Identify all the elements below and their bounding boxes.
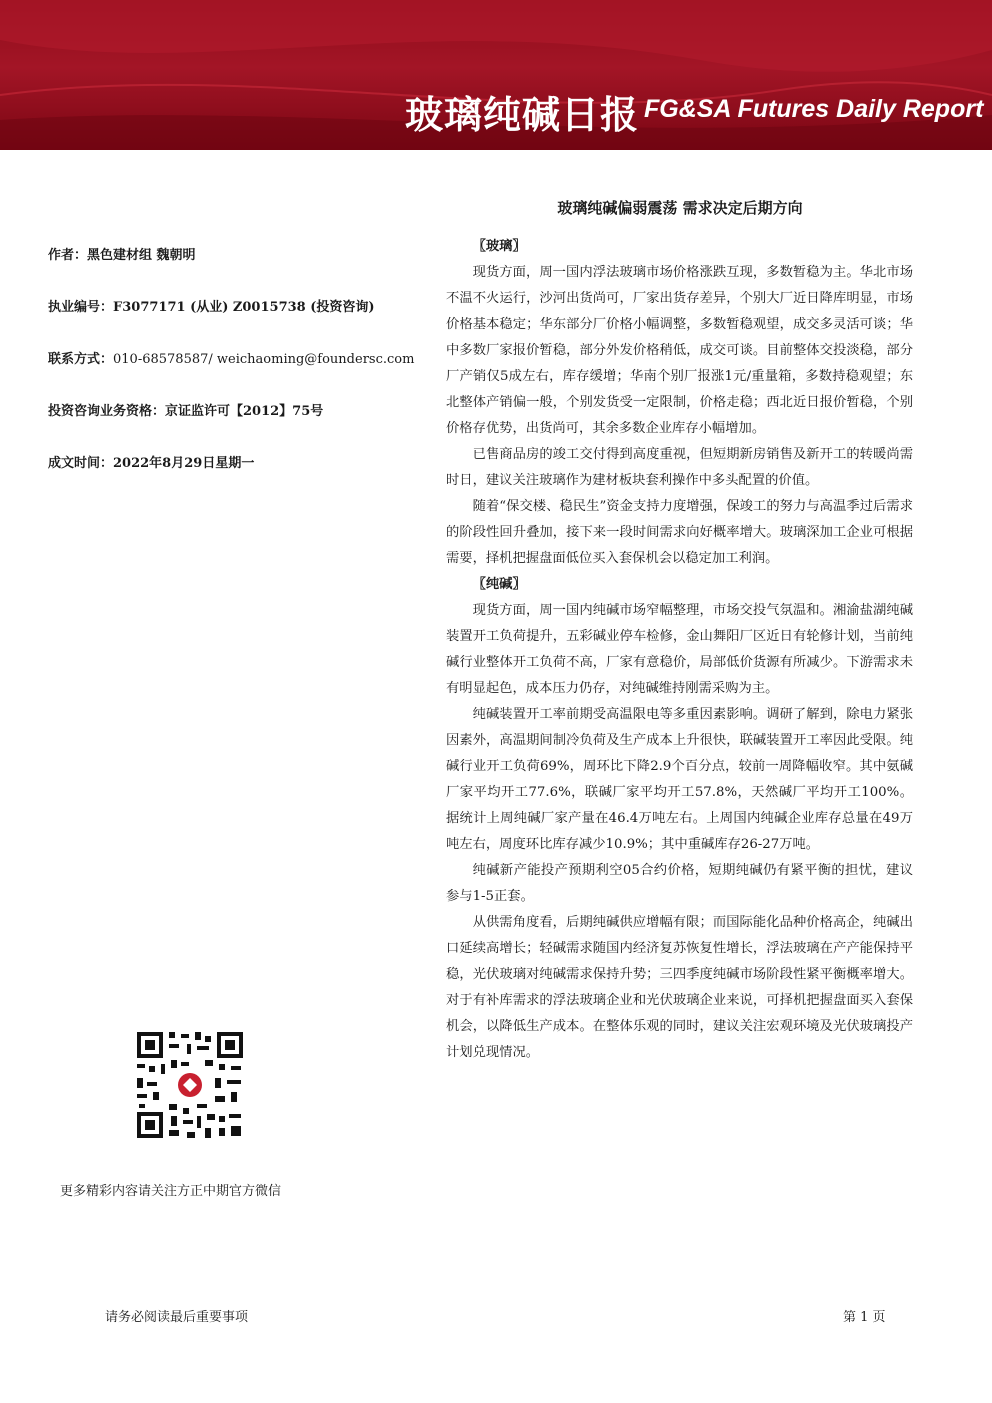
qr-code-image [135,1030,245,1140]
qualification-info: 投资咨询业务资格：京证监许可【2012】75号 [48,404,324,419]
report-title-cn: 玻璃纯碱日报 [405,93,640,137]
contact-label: 联系方式： [48,352,114,367]
qr-caption: 更多精彩内容请关注方正中期官方微信 [60,1184,282,1199]
contact-info [48,348,414,367]
author-info: 作者：黑色建材组 魏朝明 [48,248,196,263]
paragraph: 现货方面，周一国内纯碱市场窄幅整理，市场交投气氛温和。湘渝盐湖纯碱装置开工负荷提升，五彩碱业停车检修，金山舞阳厂区近日有轮修计划，当前纯碱行业整体开工负荷不高，厂家有意稳价，局部低价货源有所减少。下游需求未有明显起色，成本压力仍存，对纯碱维持刚需采购为主。 [446,603,913,696]
paragraph: 已售商品房的竣工交付得到高度重视，但短期新房销售及新开工的转暖尚需时日，建议关注玻璃作为建材板块套利操作中多头配置的价值。 [446,447,913,488]
contact-value: 010-68578587/ weichaoming@foundersc.com [113,352,415,367]
paragraph: 从供需角度看，后期纯碱供应增幅有限；而国际能化品种价格高企，纯碱出口延续高增长；轻碱需求随国内经济复苏恢复性增长，浮法玻璃在产产能保持平稳，光伏玻璃对纯碱需求保持升势；三四季度纯碱市场阶段性紧平衡概率增大。对于有补库需求的浮法玻璃企业和光伏玻璃企业来说，可择机把握盘面买入套保机会，以降低生产成本。在整体乐观的同时，建议关注宏观环境及光伏玻璃投产计划兑现情况。 [446,915,913,1060]
paragraph: 纯碱新产能投产预期利空05合约价格，短期纯碱仍有紧平衡的担忧，建议参与1-5正套。 [446,863,913,904]
paragraph: 随着“保交楼、稳民生”资金支持力度增强，保竣工的努力与高温季过后需求的阶段性回升叠加，接下来一段时间需求向好概率增大。玻璃深加工企业可根据需要，择机把握盘面低位买入套保机会以稳定加工利润。 [446,499,913,566]
report-title-en: FG&SA Futures Daily Report [644,95,984,123]
article-title: 玻璃纯碱偏弱震荡 需求决定后期方向 [557,199,803,217]
paragraph: 纯碱装置开工率前期受高温限电等多重因素影响。调研了解到，除电力紧张因素外，高温期间制冷负荷及生产成本上升很快，联碱装置开工率因此受限。纯碱行业开工负荷69%，周环比下降2.9个百分点，较前一周降幅收窄。其中氨碱厂家平均开工77.6%，联碱厂家平均开工57.8%，天然碱厂平均开工100%。据统计上周纯碱厂家产量在46.4万吨左右。上周国内纯碱企业库存总量在49万吨左右，周度环比库存减少10.9%；其中重碱库存26-27万吨。 [446,707,913,852]
header-banner [0,0,992,150]
page-number: 第 1 页 [843,1310,886,1325]
footer-notice: 请务必阅读最后重要事项 [105,1310,249,1325]
wechat-qr-code [135,1030,245,1140]
section-heading-soda: 〖纯碱〗 [472,577,526,592]
license-number: 执业编号：F3077171 (从业) Z0015738 (投资咨询) [48,300,375,315]
section-heading-glass: 〖玻璃〗 [472,239,526,254]
publish-date: 成文时间：2022年8月29日星期一 [48,456,255,471]
paragraph: 现货方面，周一国内浮法玻璃市场价格涨跌互现，多数暂稳为主。华北市场不温不火运行，沙河出货尚可，厂家出货存差异，个别大厂近日降库明显，市场价格基本稳定；华东部分厂价格小幅调整，多数暂稳观望，成交多灵活可谈；华中多数厂家报价暂稳，部分外发价格稍低，成交可谈。目前整体交投淡稳，部分厂产销仅5成左右，库存缓增；华南个别厂报涨1元/重量箱，多数持稳观望；东北整体产销偏一般，个别发货受一定限制，价格走稳；西北近日报价暂稳，个别价格存优势，出货尚可，其余多数企业库存小幅增加。 [446,265,913,436]
article-body [446,234,913,1066]
